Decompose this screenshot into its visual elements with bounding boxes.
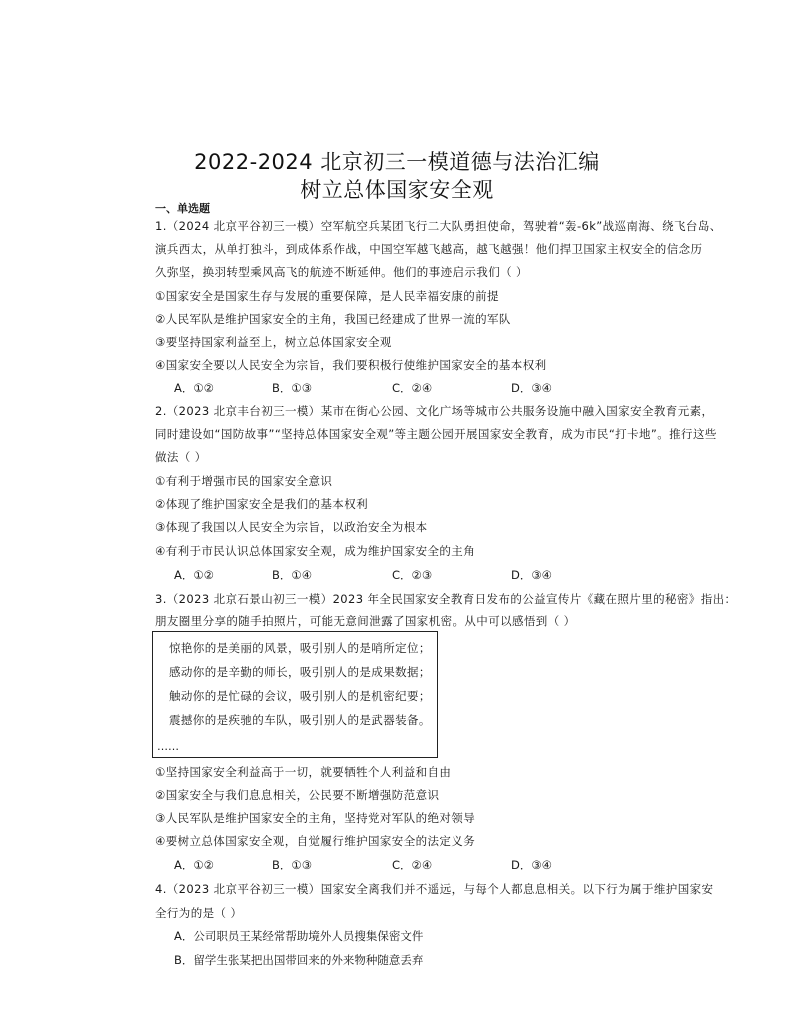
- q2-statement: ④有利于市民认识总体国家安全观，成为维护国家安全的主角: [155, 544, 476, 558]
- q3-box-line: 感动你的是辛勤的师长，吸引别人的是成果数据；: [169, 665, 431, 679]
- q1-stem-line: 久弥坚，换羽转型乘风高飞的航迹不断延伸。他们的事迹启示我们（ ）: [155, 265, 528, 279]
- q3-stem-line: 朋友圈里分享的随手拍照片，可能无意间泄露了国家机密。从中可以感悟到（ ）: [155, 614, 576, 628]
- q2-option-a: A．①②: [174, 568, 214, 582]
- q2-option-c: C．②③: [392, 568, 433, 582]
- q2-option-b: B．①④: [272, 568, 313, 582]
- doc-subtitle: 树立总体国家安全观: [300, 178, 494, 202]
- q1-statement: ②人民军队是维护国家安全的主角，我国已经建成了世界一流的军队: [155, 312, 511, 326]
- q1-stem-line: 演兵西太，从单打独斗，到成体系作战，中国空军越飞越高，越飞越强！他们捍卫国家主权安全的信念历: [155, 242, 703, 256]
- q1-option-b: B．①③: [272, 381, 313, 395]
- q1-option-c: C．②④: [392, 381, 433, 395]
- q4-stem-line: 4.（2023 北京平谷初三一模）国家安全离我们并不遥远，与每个人都息息相关。以下行为属于维护国家安: [155, 882, 714, 896]
- q4-option-b: B．留学生张某把出国带回来的外来物种随意丢弃: [174, 953, 424, 967]
- q3-statement: ④要树立总体国家安全观，自觉履行维护国家安全的法定义务: [155, 834, 476, 848]
- q3-statement: ①坚持国家安全利益高于一切，就要牺牲个人利益和自由: [155, 765, 452, 779]
- q3-statement: ②国家安全与我们息息相关，公民要不断增强防范意识: [155, 788, 440, 802]
- q3-box-line: 震撼你的是疾驰的车队，吸引别人的是武器装备。: [169, 713, 431, 727]
- q4-stem-line: 全行为的是（ ）: [155, 906, 243, 920]
- q1-statement: ③要坚持国家利益至上，树立总体国家安全观: [155, 335, 392, 349]
- q3-box-line: 惊艳你的是美丽的风景，吸引别人的是哨所定位；: [169, 641, 431, 655]
- q3-option-c: C．②④: [392, 858, 433, 872]
- q1-stem-line: 1.（2024 北京平谷初三一模）空军航空兵某团飞行二大队勇担使命，驾驶着“轰-6k”战巡南海、绕飞台岛、: [155, 219, 722, 233]
- q2-stem-line: 2.（2023 北京丰台初三一模）某市在街心公园、文化广场等城市公共服务设施中融入国家安全教育元素，: [155, 404, 714, 418]
- doc-title: 2022-2024 北京初三一模道德与法治汇编: [194, 150, 600, 174]
- q3-material-box: [152, 631, 438, 758]
- q4-option-a: A．公司职员王某经常帮助境外人员搜集保密文件: [174, 929, 424, 943]
- q2-option-d: D．③④: [511, 568, 552, 582]
- q3-option-a: A．①②: [174, 858, 214, 872]
- q3-option-b: B．①③: [272, 858, 313, 872]
- q3-box-ellipsis: ……: [157, 740, 179, 753]
- q3-stem-line: 3.（2023 北京石景山初三一模）2023 年全民国家安全教育日发布的公益宣传片《藏在照片里的秘密》指出：: [155, 592, 737, 606]
- q3-option-d: D．③④: [511, 858, 552, 872]
- q2-statement: ③体现了我国以人民安全为宗旨，以政治安全为根本: [155, 520, 428, 534]
- q1-statement: ①国家安全是国家生存与发展的重要保障，是人民幸福安康的前提: [155, 289, 499, 303]
- q2-statement: ②体现了维护国家安全是我们的基本权利: [155, 497, 369, 511]
- q1-statement: ④国家安全要以人民安全为宗旨，我们要积极行使维护国家安全的基本权利: [155, 358, 547, 372]
- q2-stem-line: 同时建设如“国防故事”“坚持总体国家安全观”等主题公园开展国家安全教育，成为市民“打卡地”。推行这些: [155, 427, 717, 441]
- q3-box-line: 触动你的是忙碌的会议，吸引别人的是机密纪要；: [169, 689, 431, 703]
- section-heading: 一、单选题: [155, 202, 210, 215]
- q1-option-d: D．③④: [511, 381, 552, 395]
- q2-stem-line: 做法（ ）: [155, 450, 207, 464]
- q2-statement: ①有利于增强市民的国家安全意识: [155, 474, 333, 488]
- q3-statement: ③人民军队是维护国家安全的主角，坚持党对军队的绝对领导: [155, 811, 476, 825]
- q1-option-a: A．①②: [174, 381, 214, 395]
